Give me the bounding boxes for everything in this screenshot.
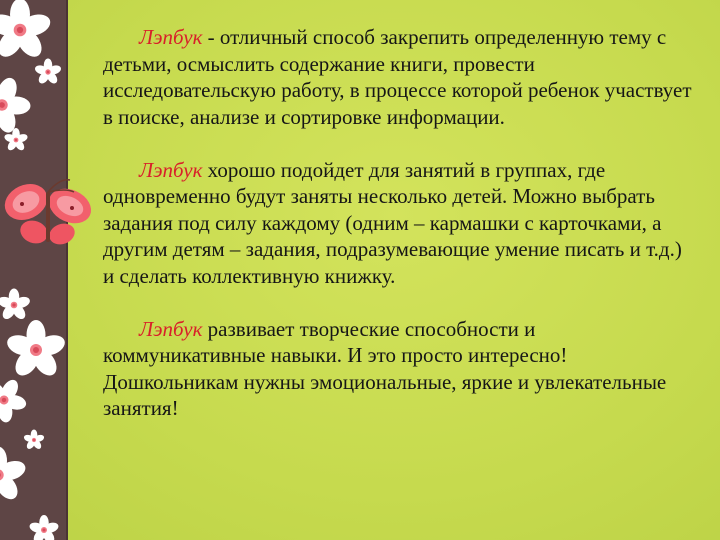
paragraph-2 [103,157,693,290]
flower-icon [0,369,36,431]
flower-icon [28,515,59,540]
paragraph-text: - отличный способ закрепить определенную тему с детьми, осмыслить содержание книги, провести исследовательскую работу, в процессе которой ребенок участвует в поиске, анализе и сортировке информации. [103,25,692,129]
paragraph-1 [103,24,693,130]
slide-text [103,24,693,448]
paragraph-3 [103,316,693,422]
flower-icon [0,0,53,61]
decor-flowers [0,0,120,540]
paragraph-text: хорошо подойдет для занятий в группах, где одновременно будут заняты несколько детей. Можно выбрать задания под силу каждому (одним – кармашки с карточками, а другим детям – задания, подразумевающие умение писать и т.д.) и сделать коллективную книжку. [103,157,682,288]
term-lapbook: Лэпбук [139,25,203,49]
flower-icon [23,430,45,451]
butterfly-icon [0,177,97,248]
flower-icon [0,289,31,322]
paragraph-text: развивает творческие способности и коммуникативные навыки. И это просто интересно! Дошкольникам нужны эмоциональные, яркие и увлекательные занятия! [103,316,667,420]
term-lapbook: Лэпбук [139,316,203,341]
term-lapbook: Лэпбук [139,157,203,182]
flower-icon [34,59,62,86]
flower-icon [0,68,40,142]
flower-icon [0,447,28,504]
flower-icon [5,320,68,380]
